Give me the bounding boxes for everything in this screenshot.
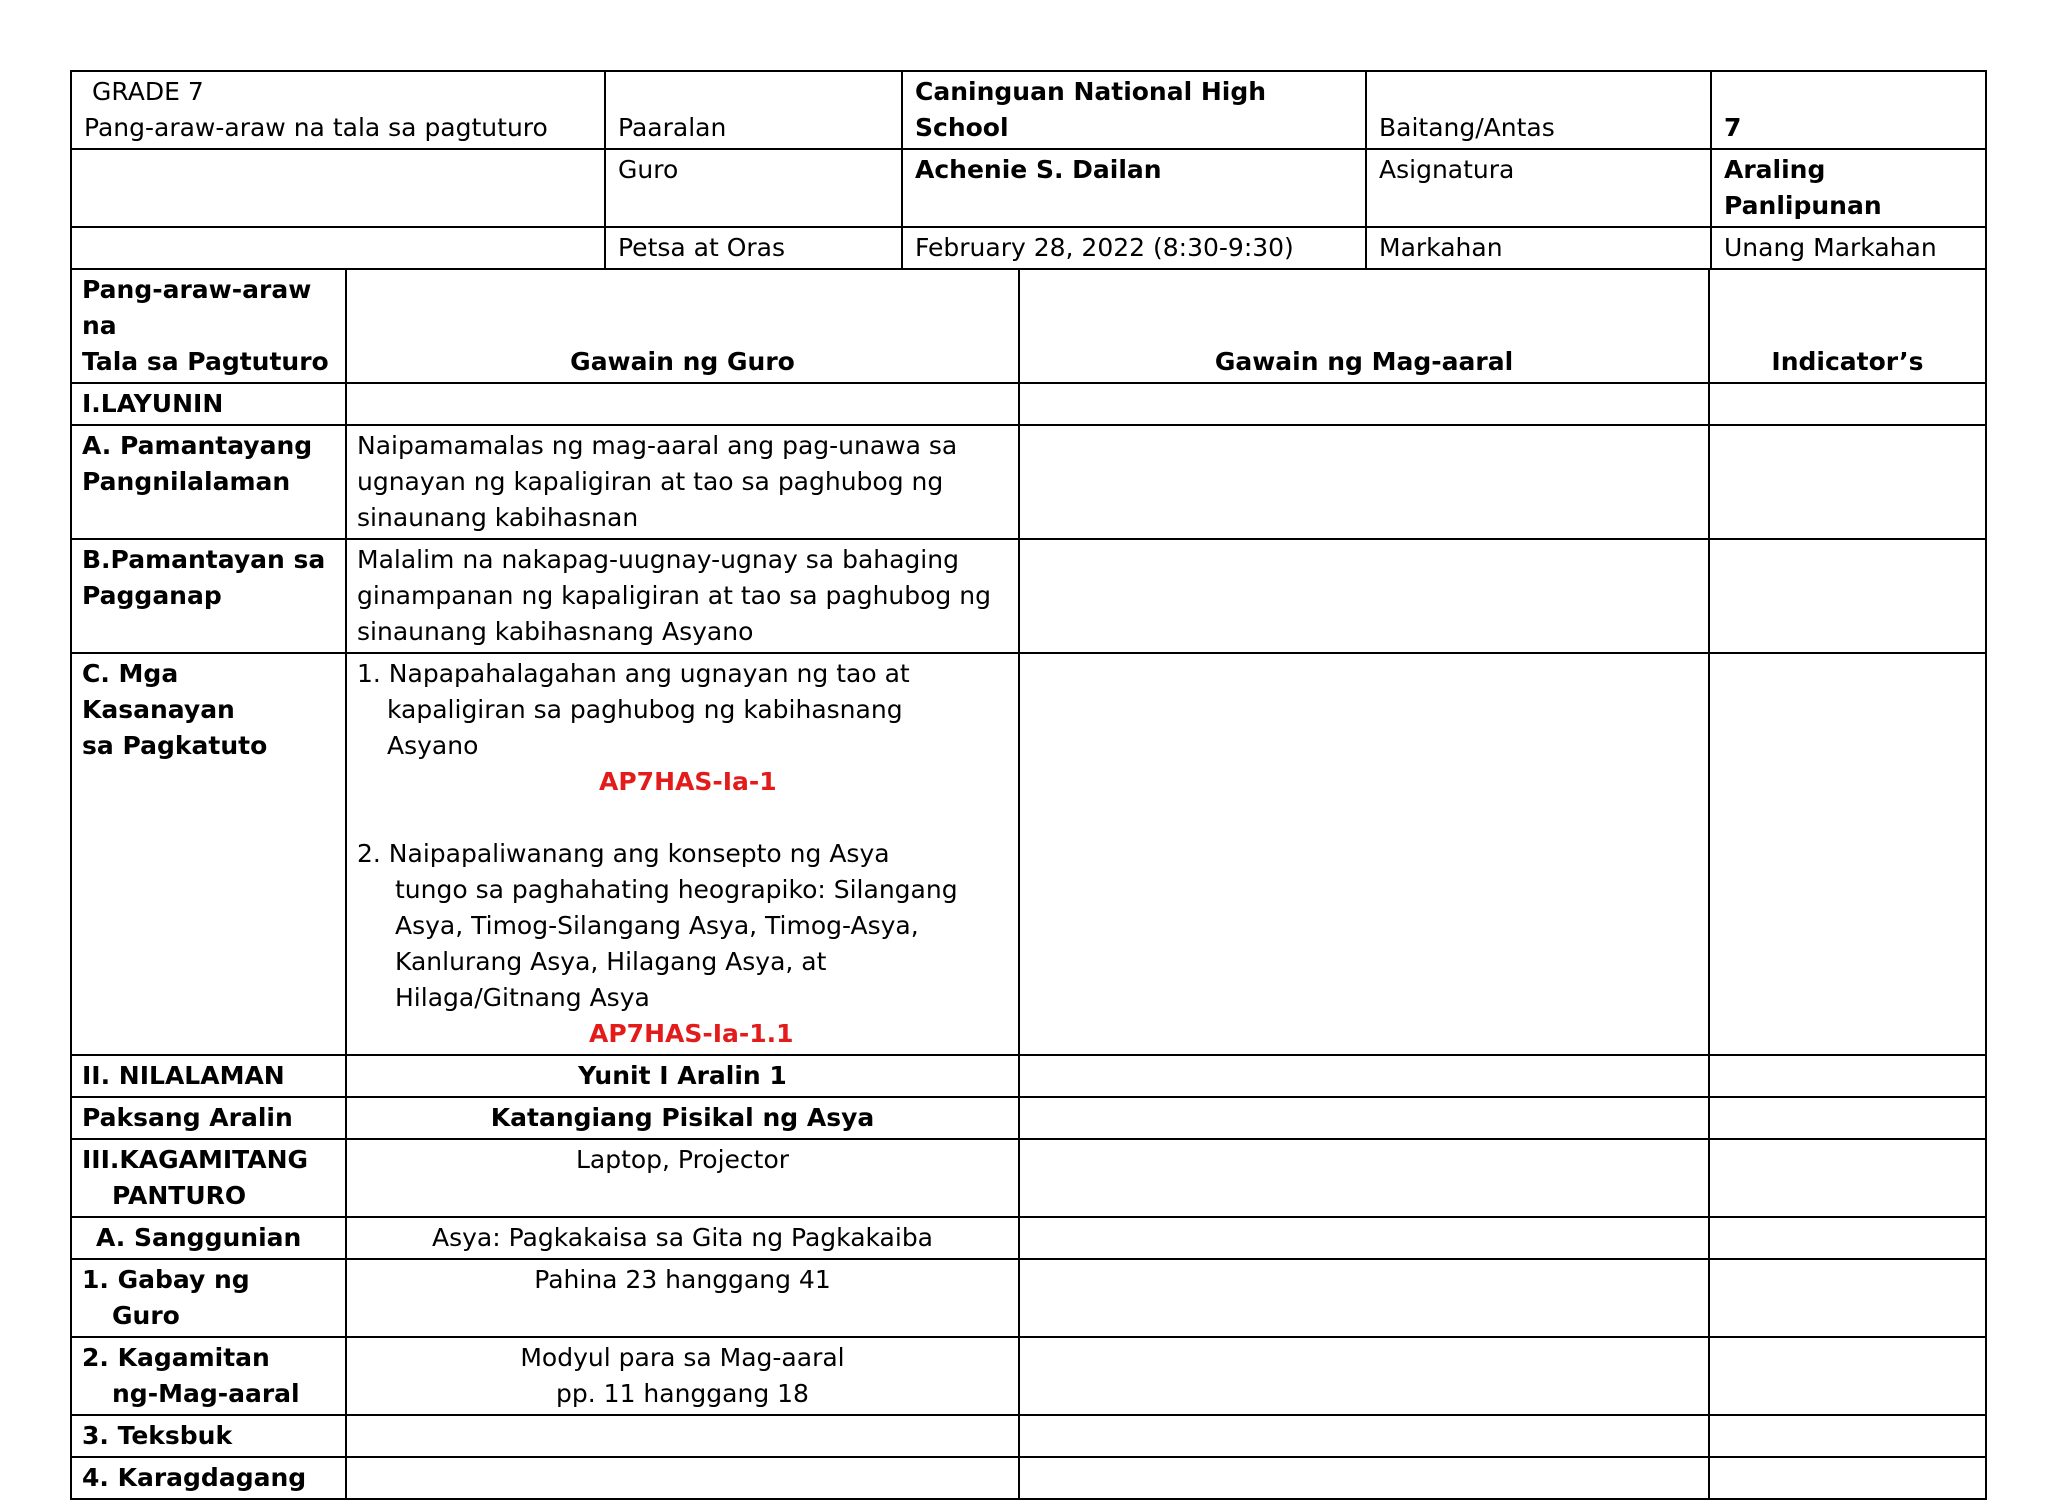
empty-cell (346, 1415, 1019, 1457)
empty-cell (1019, 383, 1709, 425)
school-label: Paaralan (605, 71, 902, 149)
empty-cell (346, 383, 1019, 425)
sanggunian-value: Asya: Pagkakaisa sa Gita ng Pagkakaiba (346, 1217, 1019, 1259)
label-line: ng-Mag-aaral (112, 1379, 300, 1408)
column-header-1 (71, 269, 346, 383)
kasanayan-label (71, 653, 346, 1055)
doc-title: Pang-araw-araw na tala sa pagtuturo (84, 113, 548, 142)
empty-cell (1709, 1259, 1986, 1337)
label-line: Guro (112, 1301, 180, 1330)
text-line: Malalim na nakapag-uugnay-ugnay sa bahaging (357, 545, 959, 574)
empty-cell (1709, 1415, 1986, 1457)
competency-code: AP7HAS-Ia-1 (599, 767, 777, 796)
label-line: C. Mga Kasanayan (82, 659, 235, 724)
quarter-label: Markahan (1366, 227, 1711, 269)
label-line: PANTURO (112, 1181, 247, 1210)
label-line: 2. Kagamitan (82, 1343, 270, 1372)
subject-value: Araling Panlipunan (1711, 149, 1986, 227)
empty-cell (1709, 1337, 1986, 1415)
text-line: pp. 11 hanggang 18 (556, 1379, 809, 1408)
empty-cell (1709, 1097, 1986, 1139)
gabay-guro-value: Pahina 23 hanggang 41 (346, 1259, 1019, 1337)
pamantayan-pagganap-label (71, 539, 346, 653)
empty-cell (71, 227, 605, 269)
text-line: ginampanan ng kapaligiran at tao sa paghubog ng (357, 581, 991, 610)
school-value: Caninguan National High School (902, 71, 1366, 149)
paksa-label: Paksang Aralin (71, 1097, 346, 1139)
empty-cell (1709, 1217, 1986, 1259)
doc-title-cell (71, 71, 605, 149)
kagamitan-mag-aaral-value (346, 1337, 1019, 1415)
text-line: kapaligiran sa paghubog ng kabihasnang (387, 695, 903, 724)
karagdagang-label: 4. Karagdagang (71, 1457, 346, 1499)
teksbuk-label: 3. Teksbuk (71, 1415, 346, 1457)
quarter-value: Unang Markahan (1711, 227, 1986, 269)
text-line: Asyano (387, 731, 479, 760)
sanggunian-label: A. Sanggunian (71, 1217, 346, 1259)
label-line: B.Pamantayan sa (82, 545, 326, 574)
gabay-guro-label (71, 1259, 346, 1337)
text-line: Kanlurang Asya, Hilagang Asya, at (395, 947, 827, 976)
empty-cell (1709, 539, 1986, 653)
empty-cell (1709, 1139, 1986, 1217)
kagamitang-panturo-label (71, 1139, 346, 1217)
kasanayan-text (346, 653, 1019, 1055)
empty-cell (1019, 1415, 1709, 1457)
empty-cell (71, 149, 605, 227)
pamantayan-pagganap-text (346, 539, 1019, 653)
empty-cell (1709, 653, 1986, 1055)
empty-cell (1019, 425, 1709, 539)
column-header-4: Indicator’s (1709, 269, 1986, 383)
empty-cell (1019, 1457, 1709, 1499)
column-header-2: Gawain ng Guro (346, 269, 1019, 383)
column-header-1-line2: Tala sa Pagtuturo (82, 347, 329, 376)
text-line: sinaunang kabihasnang Asyano (357, 617, 754, 646)
teacher-value: Achenie S. Dailan (902, 149, 1366, 227)
nilalaman-label: II. NILALAMAN (71, 1055, 346, 1097)
kagamitan-mag-aaral-label (71, 1337, 346, 1415)
label-line: sa Pagkatuto (82, 731, 268, 760)
label-line: 1. Gabay ng (82, 1265, 250, 1294)
level-value: 7 (1711, 71, 1986, 149)
date-value: February 28, 2022 (8:30-9:30) (902, 227, 1366, 269)
text-line: 1. Napapahalagahan ang ugnayan ng tao at (357, 659, 910, 688)
empty-cell (1709, 383, 1986, 425)
lesson-plan-document (70, 70, 1985, 1500)
empty-cell (1019, 539, 1709, 653)
paksa-value: Katangiang Pisikal ng Asya (346, 1097, 1019, 1139)
label-line: Pangnilalaman (82, 467, 291, 496)
column-header-3: Gawain ng Mag-aaral (1019, 269, 1709, 383)
empty-cell (1019, 1337, 1709, 1415)
text-line: Asya, Timog-Silangang Asya, Timog-Asya, (395, 911, 919, 940)
pamantayang-pangnilalaman-text (346, 425, 1019, 539)
text-line: 2. Naipapaliwanang ang konsepto ng Asya (357, 839, 890, 868)
date-label: Petsa at Oras (605, 227, 902, 269)
nilalaman-value: Yunit I Aralin 1 (346, 1055, 1019, 1097)
kagamitang-panturo-value: Laptop, Projector (346, 1139, 1019, 1217)
grade-label: GRADE 7 (92, 77, 204, 106)
text-line: Modyul para sa Mag-aaral (520, 1343, 845, 1372)
empty-cell (1019, 1097, 1709, 1139)
empty-cell (1709, 1055, 1986, 1097)
column-header-1-line1: Pang-araw-araw na (82, 275, 312, 340)
empty-cell (1709, 425, 1986, 539)
empty-cell (1019, 1217, 1709, 1259)
text-line: sinaunang kabihasnan (357, 503, 639, 532)
spacer (357, 800, 1008, 836)
teacher-label: Guro (605, 149, 902, 227)
label-line: A. Pamantayang (82, 431, 313, 460)
label-line: Pagganap (82, 581, 222, 610)
empty-cell (1709, 1457, 1986, 1499)
header-table (70, 70, 1987, 270)
subject-label: Asignatura (1366, 149, 1711, 227)
text-line: Naipamamalas ng mag-aaral ang pag-unawa sa (357, 431, 958, 460)
empty-cell (346, 1457, 1019, 1499)
text-line: tungo sa paghahating heograpiko: Silangang (395, 875, 958, 904)
empty-cell (1019, 1055, 1709, 1097)
layunin-label: I.LAYUNIN (71, 383, 346, 425)
level-label: Baitang/Antas (1366, 71, 1711, 149)
empty-cell (1019, 1139, 1709, 1217)
text-line: ugnayan ng kapaligiran at tao sa paghubog ng (357, 467, 944, 496)
text-line: Hilaga/Gitnang Asya (395, 983, 650, 1012)
main-table (70, 268, 1987, 1500)
competency-code: AP7HAS-Ia-1.1 (589, 1019, 794, 1048)
pamantayang-pangnilalaman-label (71, 425, 346, 539)
empty-cell (1019, 653, 1709, 1055)
empty-cell (1019, 1259, 1709, 1337)
label-line: III.KAGAMITANG (82, 1145, 309, 1174)
